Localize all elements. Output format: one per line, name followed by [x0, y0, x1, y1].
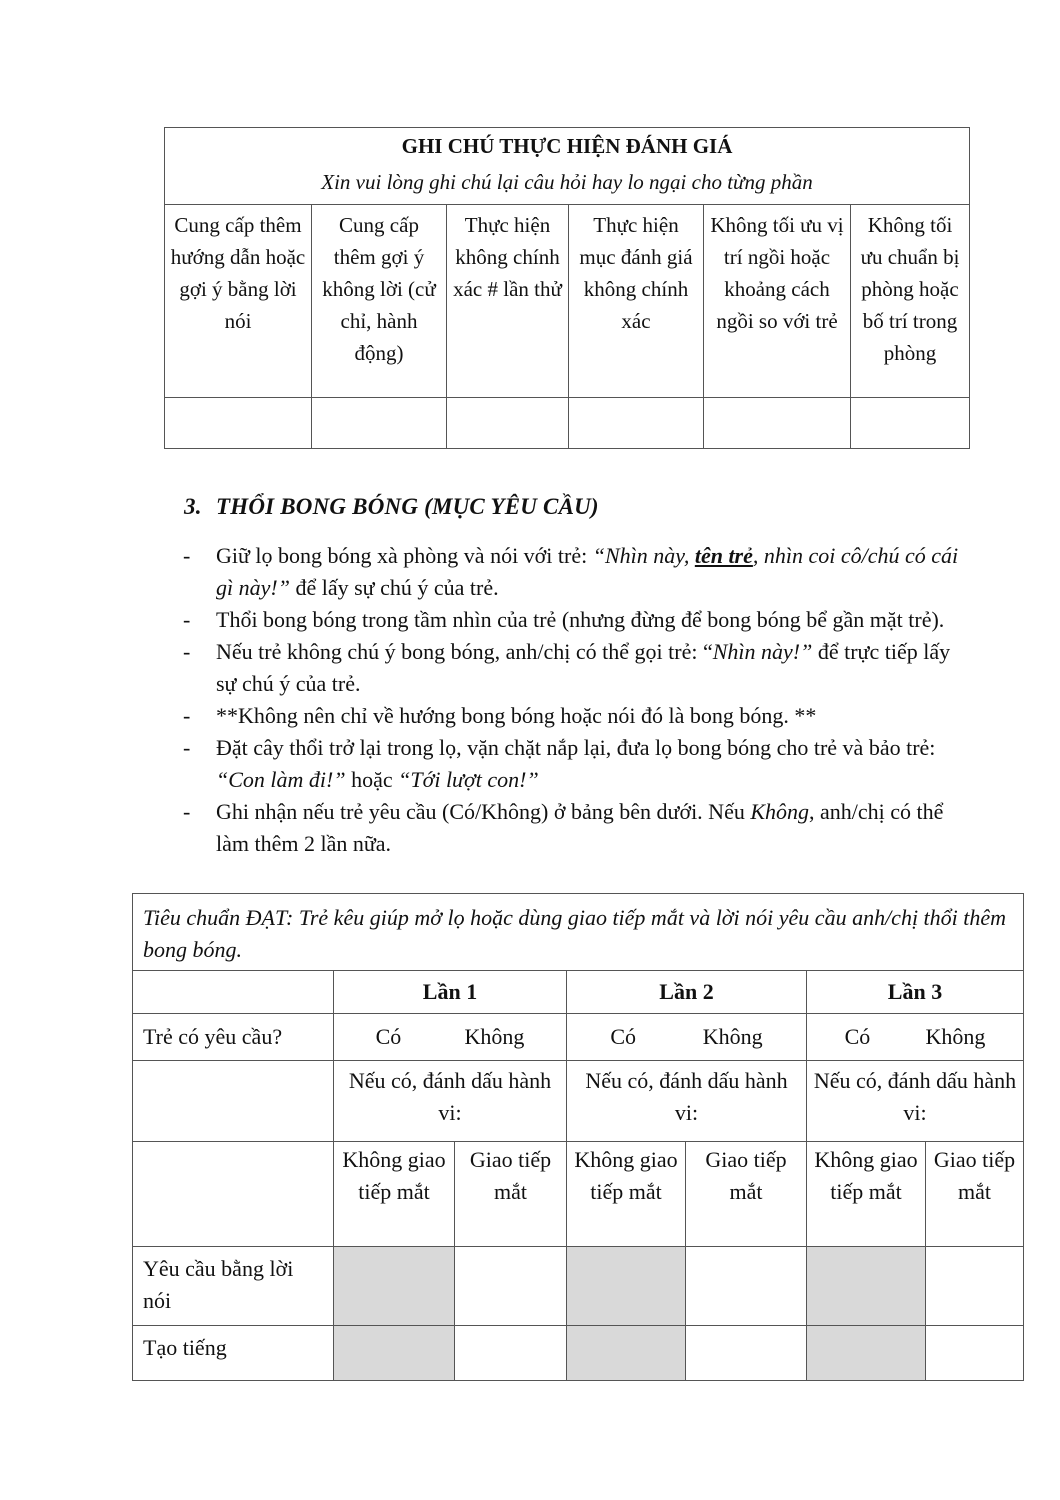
shaded-cell	[334, 1326, 455, 1381]
assessment-notes-table	[164, 127, 970, 449]
yes-option[interactable]: Có	[610, 1024, 637, 1049]
notes-subtitle: Xin vui lòng ghi chú lại câu hỏi hay lo ngại cho từng phần	[321, 170, 813, 194]
instruction-quote: Nhìn này!”	[712, 639, 813, 664]
notes-column-seating: Không tối ưu vị trí ngồi hoặc khoảng cách ngồi so với trẻ	[704, 205, 851, 398]
instruction-text: Nếu trẻ không chú ý bong bóng, anh/chị có thể gọi trẻ: “	[216, 639, 713, 664]
mark-behavior-note: Nếu có, đánh dấu hành vi:	[567, 1061, 807, 1142]
instruction-text: Đặt cây thổi trở lại trong lọ, vặn chặt nắp lại, đưa lọ bong bóng cho trẻ và bảo trẻ:	[216, 735, 936, 760]
checkbox-cell[interactable]	[926, 1247, 1024, 1326]
instruction-text: Thổi bong bóng trong tầm nhìn của trẻ (nhưng đừng để bong bóng bể gần mặt trẻ).	[216, 607, 945, 632]
instruction-list	[183, 540, 973, 860]
notes-input-cell[interactable]	[851, 398, 970, 449]
empty-label-cell	[133, 1142, 334, 1247]
attempt-1-header: Lần 1	[334, 971, 567, 1014]
instruction-item	[183, 604, 973, 636]
notes-header	[165, 128, 970, 205]
instruction-text: **Không nên chỉ về hướng bong bóng hoặc nói đó là bong bóng. **	[216, 703, 817, 728]
instruction-text: Ghi nhận nếu trẻ yêu cầu (Có/Không) ở bảng bên dưới. Nếu	[216, 799, 751, 824]
mark-behavior-note: Nếu có, đánh dấu hành vi:	[334, 1061, 567, 1142]
shaded-cell	[567, 1247, 686, 1326]
bullet-dash: -	[183, 607, 191, 632]
instruction-text: , anh/chị có thể làm thêm 2 lần nữa.	[216, 799, 944, 856]
bullet-dash: -	[183, 639, 191, 664]
checkbox-cell[interactable]	[926, 1326, 1024, 1381]
instruction-item	[183, 700, 973, 732]
instruction-quote: “Nhìn này,	[592, 543, 695, 568]
eye-contact-header: Giao tiếp mắt	[926, 1142, 1024, 1247]
instruction-text: hoặc	[345, 767, 399, 792]
notes-input-cell[interactable]	[447, 398, 569, 449]
attempt-3-yes-no	[807, 1014, 1024, 1061]
notes-input-cell[interactable]	[165, 398, 312, 449]
pass-criteria: Tiêu chuẩn ĐẠT: Trẻ kêu giúp mở lọ hoặc dùng giao tiếp mắt và lời nói yêu cầu anh/chị thổi thêm bong bóng.	[133, 894, 1024, 971]
shaded-cell	[807, 1247, 926, 1326]
instruction-quote: “Con làm đi!”	[216, 767, 346, 792]
attempt-2-header: Lần 2	[567, 971, 807, 1014]
notes-column-incorrect-item: Thực hiện mục đánh giá không chính xác	[569, 205, 704, 398]
instruction-item	[183, 796, 973, 860]
instruction-quote: , nhìn coi cô/chú có cái gì này!”	[216, 543, 959, 600]
instruction-text: Giữ lọ bong bóng xà phòng và nói với trẻ:	[216, 543, 593, 568]
checkbox-cell[interactable]	[686, 1326, 807, 1381]
section-heading	[184, 494, 599, 520]
eye-contact-header: Giao tiếp mắt	[455, 1142, 567, 1247]
checkbox-cell[interactable]	[455, 1326, 567, 1381]
attempt-1-yes-no	[334, 1014, 567, 1061]
no-option[interactable]: Không	[702, 1024, 763, 1049]
bullet-dash: -	[183, 735, 191, 760]
request-row-label: Trẻ có yêu cầu?	[133, 1014, 334, 1061]
notes-input-cell[interactable]	[312, 398, 447, 449]
bullet-dash: -	[183, 543, 191, 568]
attempt-3-header: Lần 3	[807, 971, 1024, 1014]
notes-column-incorrect-trials: Thực hiện không chính xác # lần thử	[447, 205, 569, 398]
instruction-quote: “Tới lượt con!”	[398, 767, 539, 792]
no-eye-contact-header: Không giao tiếp mắt	[807, 1142, 926, 1247]
child-name-placeholder: tên trẻ	[694, 543, 753, 568]
no-option[interactable]: Không	[464, 1024, 525, 1049]
yes-option[interactable]: Có	[375, 1024, 402, 1049]
eye-contact-header: Giao tiếp mắt	[686, 1142, 807, 1247]
checkbox-cell[interactable]	[686, 1247, 807, 1326]
no-eye-contact-header: Không giao tiếp mắt	[334, 1142, 455, 1247]
shaded-cell	[334, 1247, 455, 1326]
bullet-dash: -	[183, 703, 191, 728]
scoring-table	[132, 893, 1024, 1381]
mark-behavior-note: Nếu có, đánh dấu hành vi:	[807, 1061, 1024, 1142]
checkbox-cell[interactable]	[455, 1247, 567, 1326]
no-eye-contact-header: Không giao tiếp mắt	[567, 1142, 686, 1247]
notes-input-cell[interactable]	[569, 398, 704, 449]
bullet-dash: -	[183, 799, 191, 824]
notes-column-room-setup: Không tối ưu chuẩn bị phòng hoặc bố trí trong phòng	[851, 205, 970, 398]
section-title: THỔI BONG BÓNG (MỤC YÊU CẦU)	[216, 494, 599, 519]
notes-title: GHI CHÚ THỰC HIỆN ĐÁNH GIÁ	[401, 134, 733, 158]
attempt-2-yes-no	[567, 1014, 807, 1061]
shaded-cell	[567, 1326, 686, 1381]
notes-input-cell[interactable]	[704, 398, 851, 449]
section-number: 3.	[184, 494, 202, 519]
no-option[interactable]: Không	[925, 1024, 986, 1049]
notes-column-nonverbal-prompt: Cung cấp thêm gợi ý không lời (cử chỉ, hành động)	[312, 205, 447, 398]
empty-label-cell	[133, 1061, 334, 1142]
notes-column-verbal-prompt: Cung cấp thêm hướng dẫn hoặc gợi ý bằng lời nói	[165, 205, 312, 398]
instruction-text: để lấy sự chú ý của trẻ.	[289, 575, 499, 600]
instruction-item	[183, 636, 973, 700]
shaded-cell	[807, 1326, 926, 1381]
vocalization-row-label: Tạo tiếng	[133, 1326, 334, 1381]
instruction-text: để trực tiếp lấy sự chú ý của trẻ.	[216, 639, 951, 696]
verbal-request-row-label: Yêu cầu bằng lời nói	[133, 1247, 334, 1326]
yes-option[interactable]: Có	[844, 1024, 871, 1049]
instruction-item	[183, 540, 973, 604]
instruction-emphasis: Không	[750, 799, 810, 824]
instruction-item	[183, 732, 973, 796]
empty-header-cell	[133, 971, 334, 1014]
